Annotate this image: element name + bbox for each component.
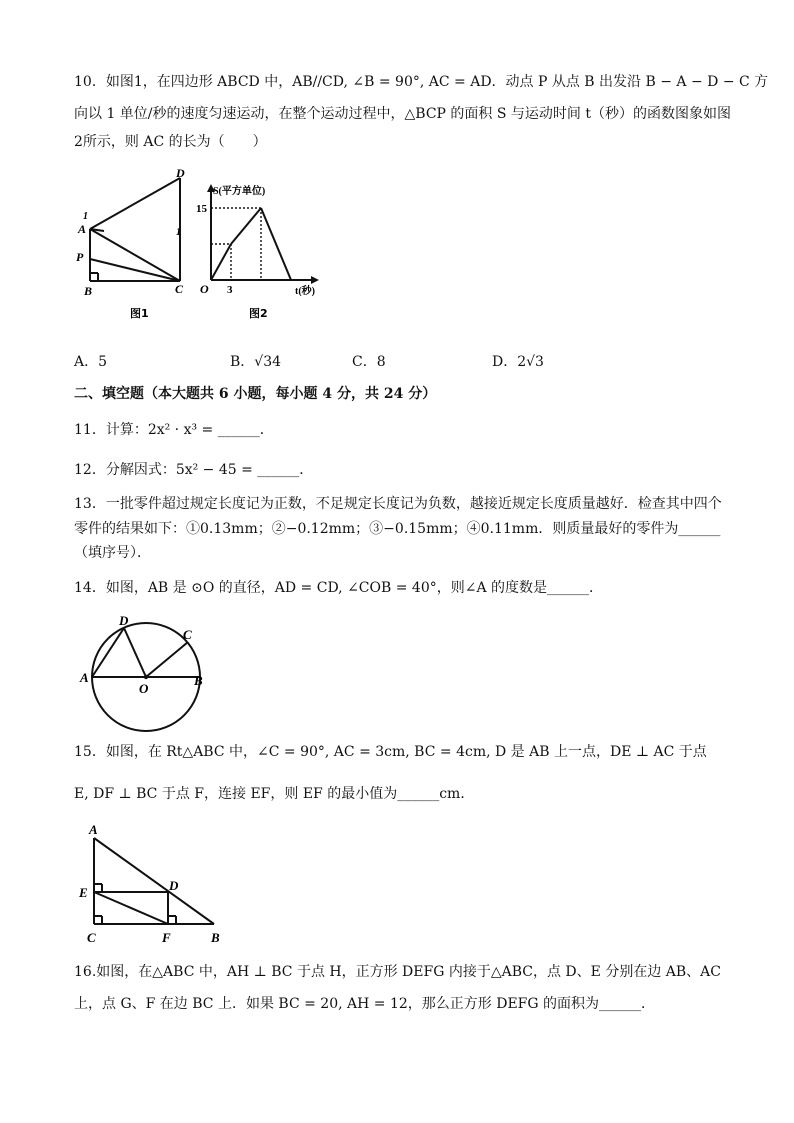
q10-figure-2 bbox=[195, 180, 325, 325]
q10-line-1: 10．如图1，在四边形 ABCD 中，AB//CD, ∠B = 90°, AC = AD．动点 P 从点 B 出发沿 B − A − D − C 方 bbox=[74, 74, 769, 90]
fig2-ylabel: S(平方单位) bbox=[213, 186, 266, 197]
q14-label-o: O bbox=[139, 681, 149, 696]
fig1-label-num2: 1 bbox=[176, 227, 181, 238]
q10-choice-b: B．√34 bbox=[230, 354, 282, 370]
q14-label-c: C bbox=[183, 627, 192, 642]
fig2-origin: O bbox=[200, 282, 209, 296]
q13-line-1: 13．一批零件超过规定长度记为正数，不足规定长度记为负数，越接近规定长度质量越好．检查其中四个 bbox=[74, 496, 722, 512]
q12-text: 12．分解因式：5x² − 45 = ______． bbox=[74, 462, 314, 478]
fig1-label-p: P bbox=[76, 250, 84, 264]
q14-label-d: D bbox=[119, 613, 129, 628]
q14-label-a: A bbox=[80, 670, 89, 685]
q15-line-2: E, DF ⊥ BC 于点 F，连接 EF，则 EF 的最小值为______cm． bbox=[74, 786, 475, 802]
q15-triangle-figure bbox=[74, 820, 234, 950]
q10-line-3: 2所示，则 AC 的长为（ ） bbox=[74, 134, 267, 150]
q15-line-1: 15．如图，在 Rt△ABC 中，∠C = 90°, AC = 3cm, BC = 4cm, D 是 AB 上一点，DE ⊥ AC 于点 bbox=[74, 744, 707, 760]
fig1-caption: 图1 bbox=[130, 307, 149, 320]
q16-line-1: 16.如图，在△ABC 中，AH ⊥ BC 于点 H，正方形 DEFG 内接于△ABC，点 D、E 分别在边 AB、AC bbox=[74, 964, 721, 980]
q14-circle-figure bbox=[78, 610, 218, 735]
q14-text: 14．如图，AB 是 ⊙O 的直径，AD = CD, ∠COB = 40°，则∠A 的度数是______． bbox=[74, 580, 604, 596]
q13-line-3: （填序号）． bbox=[74, 545, 151, 561]
q15-label-a: A bbox=[89, 822, 98, 837]
fig1-label-b: B bbox=[84, 284, 93, 298]
q16-line-2: 上，点 G、F 在边 BC 上．如果 BC = 20, AH = 12，那么正方形 DEFG 的面积为______． bbox=[74, 996, 656, 1012]
q14-label-b: B bbox=[194, 673, 203, 688]
q10-choice-a: A．5 bbox=[74, 354, 108, 370]
q15-label-c: C bbox=[87, 930, 96, 945]
fig2-tick-15: 15 bbox=[196, 203, 207, 215]
fig1-label-c: C bbox=[175, 282, 184, 296]
fig2-tick-3: 3 bbox=[227, 284, 233, 296]
q15-label-d: D bbox=[169, 878, 179, 893]
fig2-xlabel: t(秒) bbox=[295, 286, 315, 297]
q11-text: 11．计算：2x² · x³ = ______． bbox=[74, 422, 274, 438]
q10-line-2: 向以 1 单位/秒的速度匀速运动，在整个运动过程中，△BCP 的面积 S 与运动时间 t（秒）的函数图象如图 bbox=[74, 106, 731, 122]
q15-label-b: B bbox=[211, 930, 220, 945]
q13-line-2: 零件的结果如下：①0.13mm；②−0.12mm；③−0.15mm；④0.11mm．则质量最好的零件为______ bbox=[74, 521, 721, 537]
fig1-label-a: A bbox=[78, 222, 87, 236]
fig1-label-num1: 1 bbox=[83, 211, 88, 222]
fig1-label-d: D bbox=[176, 166, 185, 180]
q15-label-e: E bbox=[79, 885, 88, 900]
section-2-title: 二、填空题（本大题共 6 小题，每小题 4 分，共 24 分） bbox=[74, 386, 437, 402]
q15-label-f: F bbox=[162, 930, 171, 945]
q10-choice-d: D．2√3 bbox=[492, 354, 544, 370]
q10-figure-1 bbox=[70, 165, 200, 325]
q10-choice-c: C．8 bbox=[352, 354, 386, 370]
fig2-caption: 图2 bbox=[249, 307, 268, 320]
